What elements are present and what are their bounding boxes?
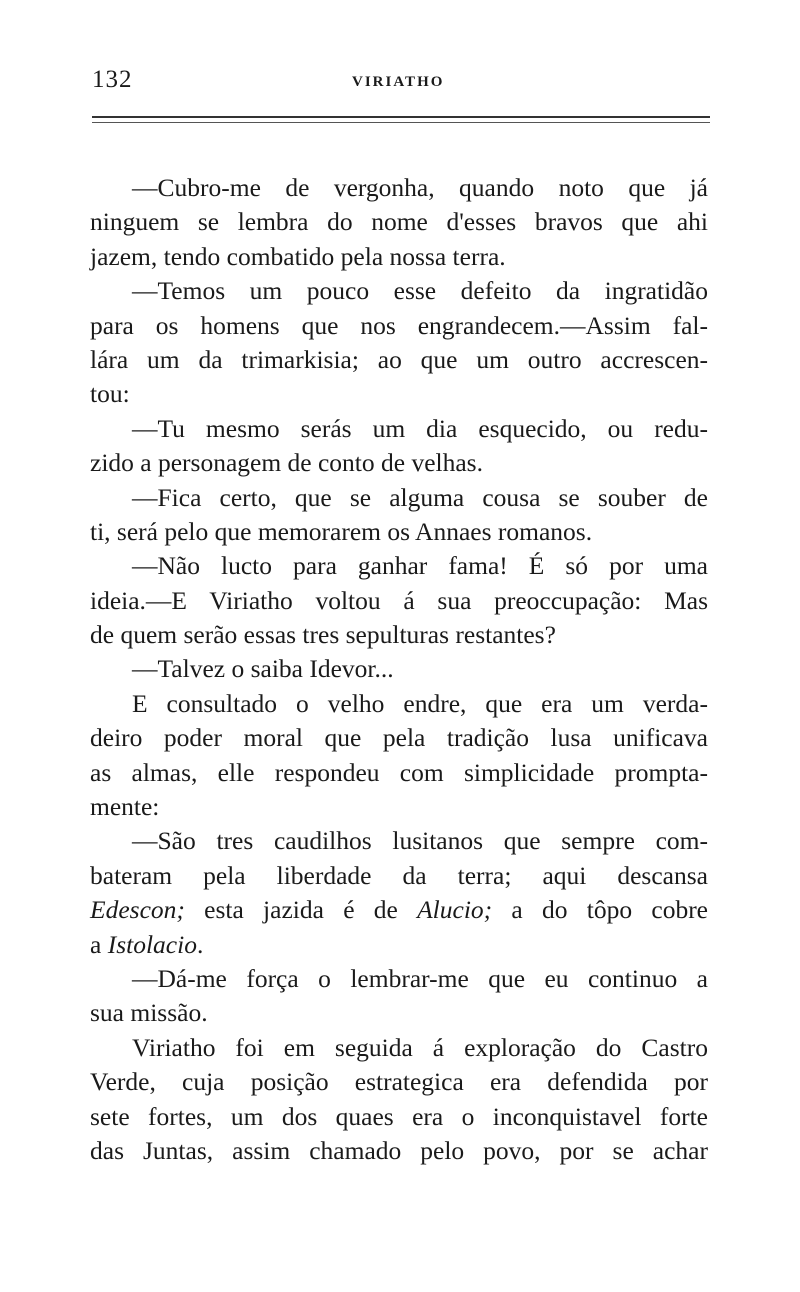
text-segment: ti, será pelo que memorarem os Annaes romanos. (90, 516, 593, 546)
text-segment: jazem, tendo combatido pela nossa terra. (90, 241, 506, 271)
italic-name: Istolacio (107, 929, 197, 959)
text-segment: Verde, cuja posição estrategica era defendida por (90, 1067, 708, 1097)
text-segment: Viriatho foi em seguida á exploração do Castro (132, 1032, 708, 1062)
body-text (90, 171, 708, 1168)
text-segment: a (90, 929, 108, 959)
text-segment: as almas, elle respondeu com simplicidade prompta- (90, 757, 708, 787)
text-segment: —Dá-me força o lembrar-me que eu continuo a (132, 963, 708, 993)
text-line (90, 584, 708, 618)
text-segment: ideia.—E Viriatho voltou á sua preoccupação: Mas (90, 585, 708, 615)
text-line (90, 309, 708, 343)
text-line (90, 687, 708, 721)
text-segment: de quem serão essas tres sepulturas restantes? (90, 620, 556, 650)
text-segment: . (196, 929, 204, 959)
text-segment: zido a personagem de conto de velhas. (90, 448, 483, 478)
text-segment: —Tu mesmo serás um dia esquecido, ou redu- (132, 413, 708, 443)
running-title: VIRIATHO (352, 74, 445, 90)
text-line (90, 343, 708, 377)
page-number: 132 (92, 66, 133, 93)
text-line (90, 996, 708, 1030)
text-line (90, 412, 708, 446)
text-line (90, 721, 708, 755)
text-line (90, 1031, 708, 1065)
text-line (90, 756, 708, 790)
text-segment: para os homens que nos engrandecem.—Assim fal- (90, 310, 708, 340)
text-segment: —Não lucto para ganhar fama! É só por uma (132, 551, 708, 581)
text-segment: —Talvez o saiba Idevor... (132, 654, 394, 684)
text-segment: ninguem se lembra do nome d'esses bravos que ahi (90, 207, 708, 237)
text-line (90, 377, 708, 411)
text-segment: bateram pela liberdade da terra; aqui descansa (90, 860, 708, 890)
page-header (92, 64, 708, 104)
text-line (90, 824, 708, 858)
text-line (90, 1065, 708, 1099)
header-rule (92, 116, 710, 123)
text-segment: —São tres caudilhos lusitanos que sempre com- (132, 826, 708, 856)
text-line (90, 618, 708, 652)
text-line (90, 790, 708, 824)
text-segment: sua missão. (90, 998, 208, 1028)
text-line (90, 859, 708, 893)
text-line (90, 205, 708, 239)
text-segment: tou: (90, 379, 130, 409)
text-segment: sete fortes, um dos quaes era o inconquistavel forte (90, 1101, 708, 1131)
text-line (90, 962, 708, 996)
text-line (90, 1134, 708, 1168)
text-line (90, 893, 708, 927)
text-line (90, 171, 708, 205)
text-segment: —Temos um pouco esse defeito da ingratidão (132, 276, 708, 306)
text-line (90, 515, 708, 549)
text-line (90, 240, 708, 274)
text-segment: mente: (90, 792, 160, 822)
text-segment: lára um da trimarkisia; ao que um outro accrescen- (90, 344, 708, 374)
italic-name: Alucio; (417, 895, 493, 925)
italic-name: Edescon; (90, 895, 185, 925)
text-segment: a do tôpo cobre (492, 895, 709, 925)
text-segment: esta jazida é de (184, 895, 418, 925)
text-line (90, 446, 708, 480)
text-segment: das Juntas, assim chamado pelo povo, por se achar (90, 1135, 708, 1165)
text-line (90, 928, 708, 962)
text-line (90, 1100, 708, 1134)
text-line (90, 549, 708, 583)
text-segment: —Cubro-me de vergonha, quando noto que já (132, 173, 708, 202)
text-segment: —Fica certo, que se alguma cousa se souber de (132, 482, 708, 512)
text-segment: E consultado o velho endre, que era um verda- (132, 688, 708, 718)
text-line (90, 481, 708, 515)
text-line (90, 652, 708, 686)
text-segment: deiro poder moral que pela tradição lusa unificava (90, 723, 708, 753)
text-line (90, 274, 708, 308)
